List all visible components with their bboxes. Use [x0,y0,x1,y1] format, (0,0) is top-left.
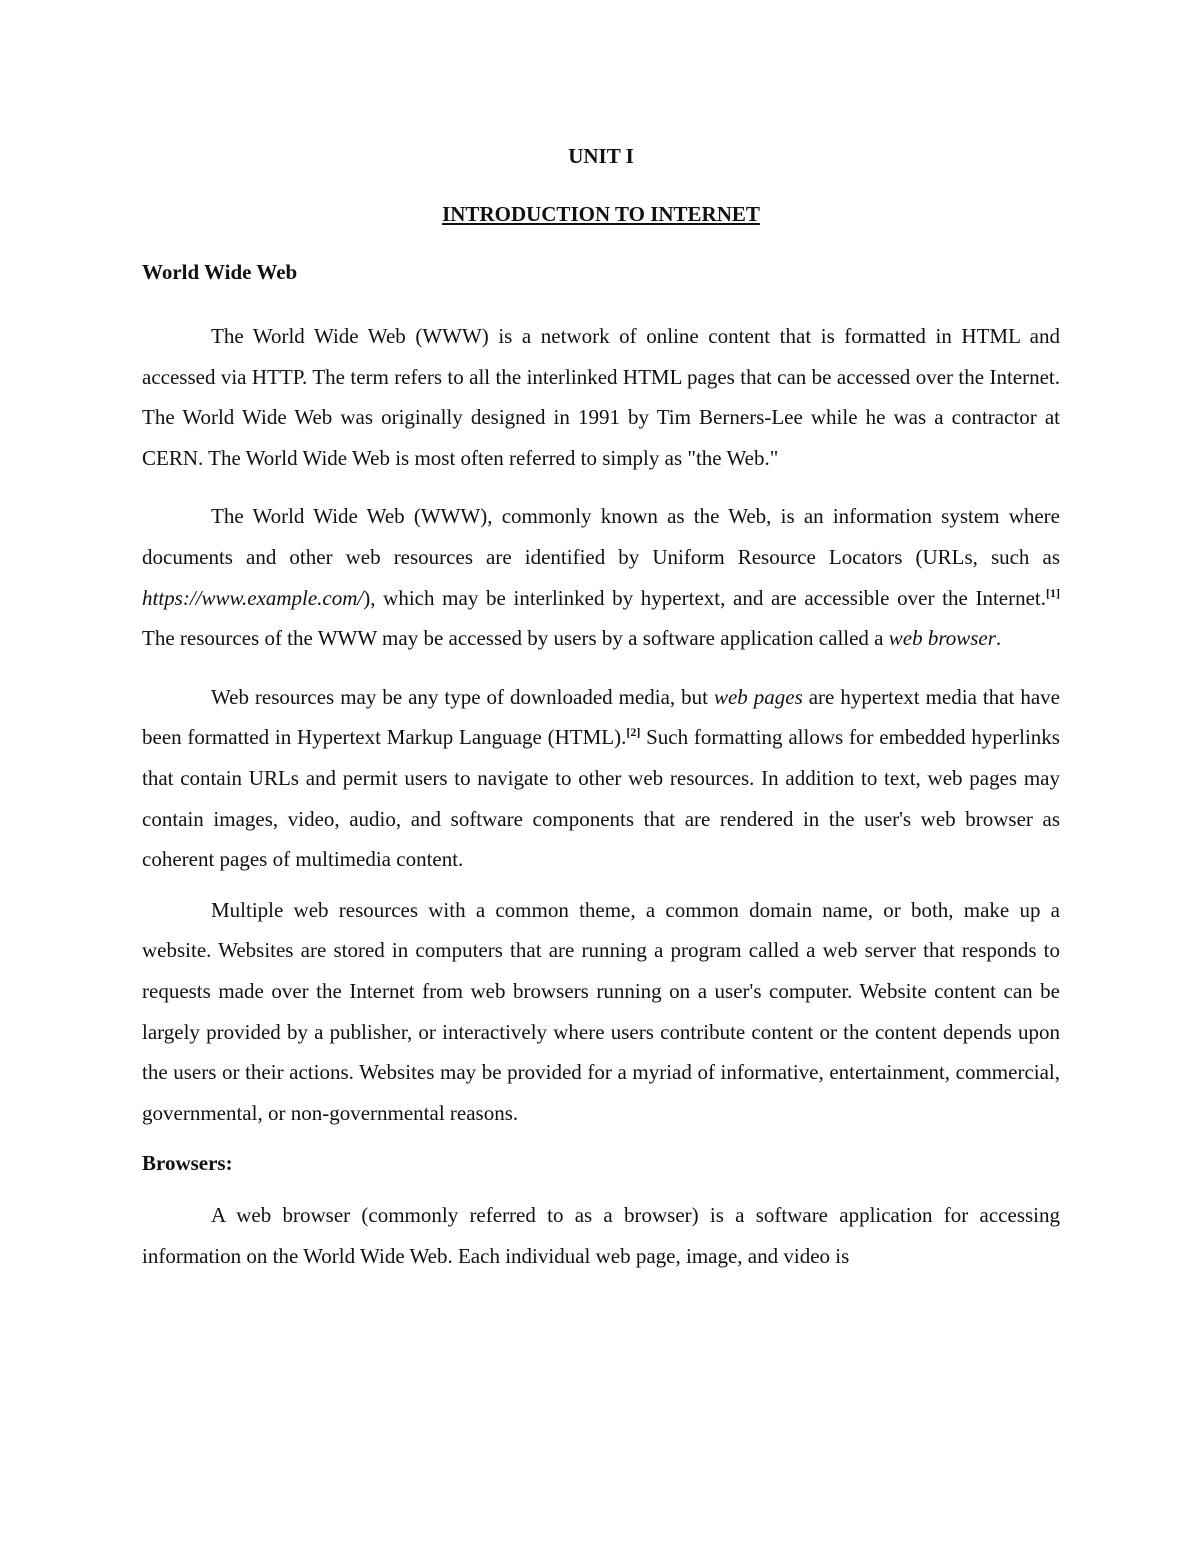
paragraph-websites: Multiple web resources with a common theme, a common domain name, or both, make up a website. Websites are stored in computers that are running a program called a web server that responds to requests made over the Internet from web browsers running on a user's computer. Website content can be largely provided by a publisher, or interactively where users contribute content or the content depends upon the users or their actions. Websites may be provided for a myriad of informative, entertainment, commercial, governmental, or non-governmental reasons. [142,897,1060,1125]
url-example: https://www.example.com/ [142,585,364,610]
paragraph-www-system [142,496,1060,658]
text-segment: The resources of the WWW may be accessed by users by a software application called a [142,626,889,651]
text-segment: Such formatting allows for embedded hyperlinks that contain URLs and permit users to navigate to other web resources. In addition to text, web pages may contain images, video, audio, and software components that are rendered in the user's web browser as coherent pages of multimedia content. [142,725,1060,872]
term-web-pages: web pages [713,684,803,709]
paragraph-browsers-definition: A web browser (commonly referred to as a browser) is a software application for accessing information on the World Wide Web. Each individual web page, image, and video is [142,1203,1060,1268]
chapter-title: INTRODUCTION TO INTERNET [442,202,760,226]
reference-1[interactable]: [1] [1046,585,1060,600]
text-segment: Web resources may be any type of downloaded media, but [211,684,714,709]
reference-2[interactable]: [2] [626,725,641,740]
section-heading-world-wide-web: World Wide Web [142,260,298,284]
document-page [142,140,1060,1276]
paragraph-web-resources [142,677,1060,880]
text-segment: ), which may be interlinked by hypertext, and are accessible over the Internet. [363,585,1046,610]
paragraph-www-definition: The World Wide Web (WWW) is a network of online content that is formatted in HTML and accessed via HTTP. The term refers to all the interlinked HTML pages that can be accessed over the Internet. The World Wide Web was originally designed in 1991 by Tim Berners-Lee while he was a contractor at CERN. The World Wide Web is most often referred to simply as "the Web." [142,324,1060,470]
text-segment: . [995,626,1002,651]
term-web-browser: web browser [888,626,996,651]
section-heading-browsers: Browsers: [142,1151,233,1176]
text-segment: The World Wide Web (WWW), commonly known as the Web, is an information system where documents and other web resources are identified by Uniform Resource Locators (URLs, such as [142,504,1060,569]
unit-title: UNIT I [568,144,634,168]
text-segment: are hypertext media that have been formatted in Hypertext Markup Language (HTML). [142,684,1060,750]
